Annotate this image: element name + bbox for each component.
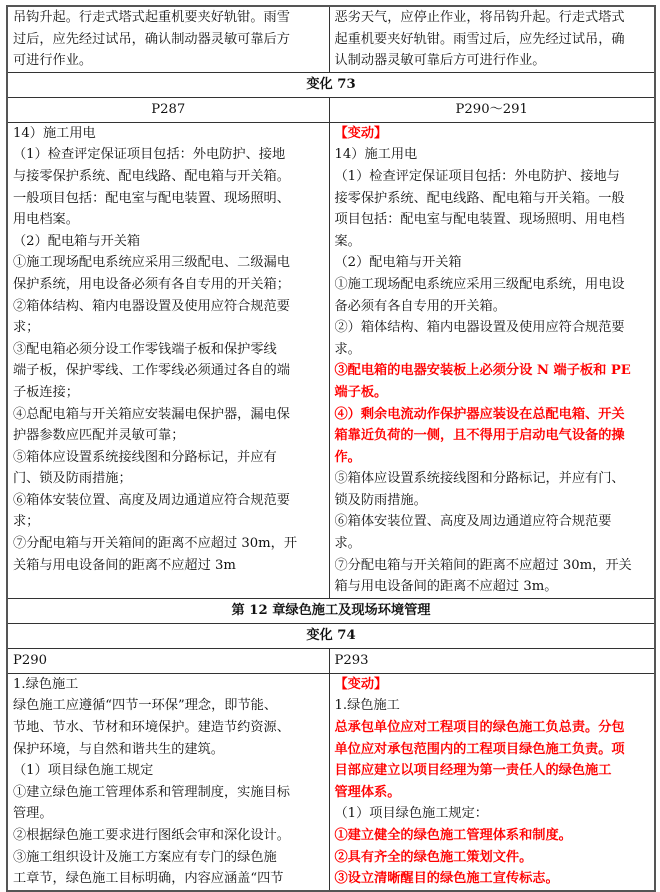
top-right-cell	[329, 6, 655, 72]
change74-left-content	[7, 673, 329, 890]
text-line: ②箱体结构、箱内电器设置及使用应符合规范要	[13, 298, 290, 314]
text-line: ②）箱体结构、箱内电器设置及使用应符合规范要	[334, 320, 625, 336]
comparison-document	[6, 5, 654, 892]
changed-text-line: 作。	[334, 449, 361, 465]
text-line: （1）检查评定保证项目包括：外电防护、接地	[13, 147, 286, 163]
change74-header-row	[7, 623, 655, 648]
change73-header-row	[7, 72, 655, 97]
changed-text-line: ④）剩余电流动作保护器应装设在总配电箱、开关	[334, 406, 625, 422]
text-line: ③施工组织设计及施工方案应有专门的绿色施	[13, 849, 277, 865]
text-line: 求；	[13, 514, 40, 530]
text-line: ②根据绿色施工要求进行图纸会审和深化设计。	[13, 828, 290, 843]
text-line: 备必须有各自专用的开关箱。	[334, 298, 506, 314]
change73-page-row	[7, 97, 655, 122]
text-line: 绿色施工应遵循“四节一环保”理念，即节能、	[13, 698, 278, 714]
text-line: ①施工现场配电系统应采用三级配电系统，用电设	[334, 276, 625, 292]
text-line: ⑦分配电箱与开关箱间的距离不应超过 30m，开关	[334, 557, 632, 573]
text-line: 锁及防雨措施。	[334, 492, 427, 508]
changed-text-line: ③配电箱的电器安装板上必须分设 N 端子板和 PE	[334, 363, 631, 379]
changed-text-line: ②具有齐全的绿色施工策划文件。	[334, 849, 533, 865]
text-line: ①施工现场配电系统应采用三级配电、二级漏电	[13, 255, 290, 271]
changed-text-line: 端子板。	[334, 384, 388, 400]
text-line: ⑤箱体应设置系统接线图和分路标记，并应有	[13, 449, 277, 465]
top-continuation-row	[7, 6, 655, 72]
change-tag: 【变动】	[334, 125, 388, 141]
text-line: 求；	[13, 320, 40, 336]
text-line: 案。	[334, 233, 361, 249]
comparison-table	[6, 5, 656, 892]
change73-right-content	[329, 122, 655, 598]
text-line: 14）施工用电	[13, 125, 96, 141]
text-line: 节地、节水、节材和环境保护。建造节约资源、	[13, 720, 290, 736]
change73-left-content	[7, 122, 329, 598]
changed-text-line: 目部应建立以项目经理为第一责任人的绿色施工	[334, 763, 612, 779]
change73-right-page: P290～291	[329, 97, 655, 122]
changed-text-line: 单位应对承包范围内的工程项目绿色施工负责。项	[334, 741, 625, 757]
text-line: （1）项目绿色施工规定	[13, 763, 154, 779]
text-line: 关箱与用电设备间的距离不应超过 3m	[13, 557, 236, 573]
text-line: 吊钩升起。行走式塔式起重机要夹好轨钳。雨雪	[13, 10, 290, 25]
text-line: ③配电箱必须分设工作零钱端子板和保护零线	[13, 341, 277, 357]
change74-right-page: P293	[329, 648, 655, 673]
change74-left-page: P290	[7, 648, 329, 673]
text-line: 工章节，绿色施工目标明确，内容应涵盖“四节	[13, 871, 284, 887]
change74-right-content	[329, 673, 655, 890]
text-line: 护器参数应匹配并灵敏可靠；	[13, 428, 185, 444]
text-line: （2）配电箱与开关箱	[334, 255, 462, 271]
text-line: （2）配电箱与开关箱	[13, 233, 141, 249]
text-line: 箱与用电设备间的距离不应超过 3m。	[334, 579, 558, 595]
change74-page-row	[7, 648, 655, 673]
text-line: 一般项目包括：配电室与配电装置、现场照明、	[13, 190, 290, 206]
text-line: （1）检查评定保证项目包括：外电防护、接地与	[334, 168, 620, 184]
text-line: 可进行作业。	[13, 53, 93, 69]
text-line: 接零保护系统、配电线路、配电箱与开关箱。一般	[334, 190, 625, 206]
text-line: ⑥箱体安装位置、高度及周边通道应符合规范要	[13, 492, 290, 508]
chapter12-title: 第 12 章绿色施工及现场环境管理	[7, 598, 655, 623]
change73-title: 变化 73	[7, 72, 655, 97]
text-line: ⑦分配电箱与开关箱间的距离不应超过 30m，开	[13, 536, 298, 552]
change73-left-page: P287	[7, 97, 329, 122]
text-line: 过后，应先经过试吊，确认制动器灵敏可靠后方	[13, 31, 290, 47]
text-line: 1.绿色施工	[334, 698, 400, 714]
text-line: 保护环境，与自然和谐共生的建筑。	[13, 741, 224, 757]
change74-content-row	[7, 673, 655, 890]
text-line: ①建立绿色施工管理体系和管理制度，实施目标	[13, 784, 290, 800]
text-line: 求。	[334, 341, 361, 357]
text-line: 用电档案。	[13, 212, 79, 228]
change-tag: 【变动】	[334, 676, 388, 692]
text-line: 恶劣天气，应停止作业，将吊钩升起。行走式塔式	[334, 10, 625, 25]
text-line: ⑥箱体安装位置、高度及周边通道应符合规范要	[334, 514, 612, 530]
text-line: ⑤箱体应设置系统接线图和分路标记，并应有门、	[334, 471, 625, 487]
chapter12-header-row	[7, 598, 655, 623]
changed-text-line: 管理体系。	[334, 784, 401, 800]
text-line: ④总配电箱与开关箱应安装漏电保护器，漏电保	[13, 406, 290, 422]
changed-text-line: ③设立清晰醒目的绿色施工宣传标志。	[334, 871, 559, 887]
text-line: 起重机要夹好轨钳。雨雪过后，应先经过试吊，确	[334, 31, 625, 47]
text-line: 管理。	[13, 806, 53, 822]
top-left-cell	[7, 6, 329, 72]
text-line: 门、锁及防雨措施；	[13, 471, 132, 487]
text-line: 认制动器灵敏可靠后方可进行作业。	[334, 53, 546, 69]
text-line: 保护系统，用电设备必须有各自专用的开关箱；	[13, 276, 290, 292]
text-line: 子板连接；	[13, 384, 79, 400]
text-line: 求。	[334, 536, 361, 552]
text-line: 项目包括：配电室与配电装置、现场照明、用电档	[334, 212, 625, 228]
change74-title: 变化 74	[7, 623, 655, 648]
changed-text-line: 箱靠近负荷的一侧，且不得用于启动电气设备的操	[334, 428, 625, 444]
text-line: 14）施工用电	[334, 147, 418, 163]
text-line: 1.绿色施工	[13, 676, 79, 692]
text-line: 与接零保护系统、配电线路、配电箱与开关箱。	[13, 168, 290, 184]
changed-text-line: ①建立健全的绿色施工管理体系和制度。	[334, 828, 572, 843]
text-line: 端子板，保护零线、工作零线必须通过各自的端	[13, 363, 290, 379]
text-line: （1）项目绿色施工规定：	[334, 806, 488, 822]
changed-text-line: 总承包单位应对工程项目的绿色施工负总责。分包	[334, 720, 625, 736]
change73-content-row	[7, 122, 655, 598]
